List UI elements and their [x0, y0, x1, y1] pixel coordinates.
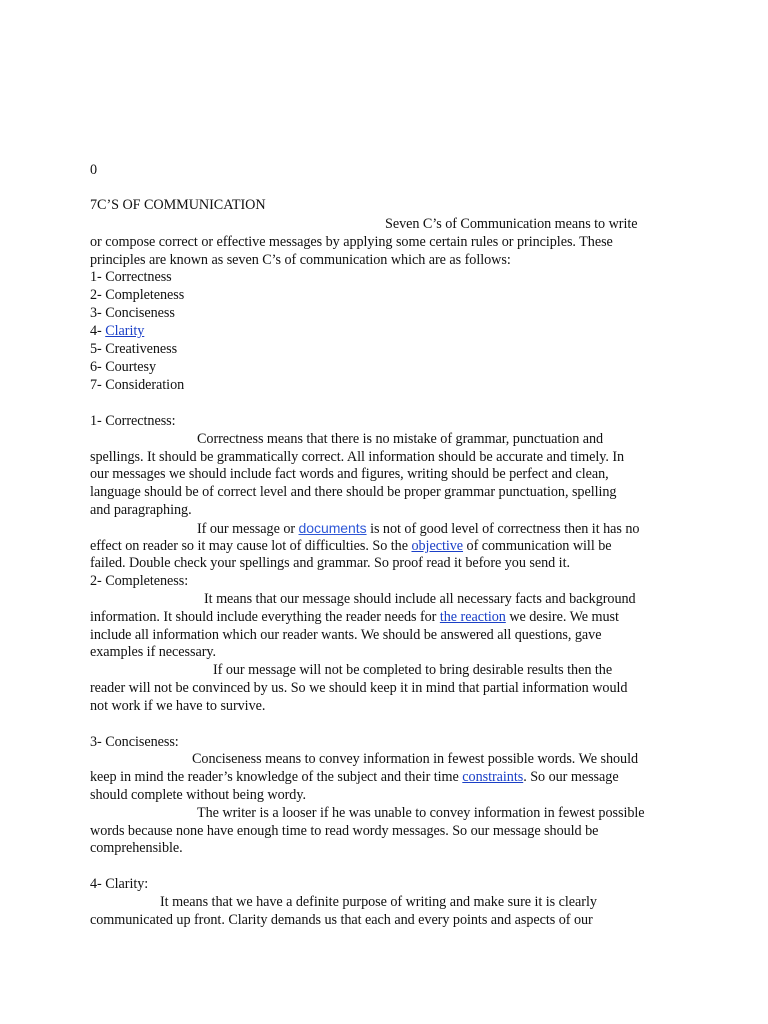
list-item: 4- Clarity	[90, 323, 145, 339]
constraints-link[interactable]: constraints	[462, 769, 524, 785]
paragraph-line: words because none have enough time to read wordy messages. So our message should be	[90, 823, 599, 839]
list-item: 6- Courtesy	[90, 359, 157, 375]
list-item: 1- Correctness	[90, 269, 172, 285]
paragraph-line: information. It should include everything the reader needs for the reaction we desire. We must	[90, 609, 619, 625]
paragraph-line: keep in mind the reader’s knowledge of the subject and their time constraints. So our message	[90, 769, 619, 785]
paragraph-line: spellings. It should be grammatically correct. All information should be accurate and timely. In	[90, 449, 625, 465]
documents-link[interactable]: documents	[298, 520, 367, 536]
section-heading-conciseness: 3- Conciseness:	[90, 734, 179, 750]
paragraph-line: not work if we have to survive.	[90, 698, 266, 714]
clarity-link[interactable]: Clarity	[105, 323, 145, 339]
paragraph-line: Correctness means that there is no mistake of grammar, punctuation and	[197, 431, 604, 447]
paragraph-line: It means that we have a definite purpose of writing and make sure it is clearly	[160, 894, 597, 910]
list-item: 7- Consideration	[90, 377, 185, 393]
list-item: 5- Creativeness	[90, 341, 178, 357]
paragraph-line: effect on reader so it may cause lot of difficulties. So the objective of communication will be	[90, 538, 612, 554]
paragraph-line: our messages we should include fact words and figures, writing should be perfect and clean,	[90, 466, 609, 482]
intro-line: principles are known as seven C’s of communication which are as follows:	[90, 252, 511, 268]
section-heading-correctness: 1- Correctness:	[90, 413, 176, 429]
intro-line: Seven C’s of Communication means to write	[385, 216, 638, 232]
paragraph-line: should complete without being wordy.	[90, 787, 306, 803]
paragraph-line: The writer is a looser if he was unable to convey information in fewest possible	[197, 805, 645, 821]
section-heading-completeness: 2- Completeness:	[90, 573, 189, 589]
list-item: 2- Completeness	[90, 287, 185, 303]
paragraph-line: language should be of correct level and there should be proper grammar punctuation, spelling	[90, 484, 617, 500]
intro-line: or compose correct or effective messages by applying some certain rules or principles. These	[90, 234, 613, 250]
paragraph-line: It means that our message should include all necessary facts and background	[204, 591, 636, 607]
paragraph-line: communicated up front. Clarity demands us that each and every points and aspects of our	[90, 912, 593, 928]
paragraph-line: reader will not be convinced by us. So we should keep it in mind that partial information would	[90, 680, 628, 696]
document-title: 7C’S OF COMMUNICATION	[90, 197, 266, 213]
list-item: 3- Conciseness	[90, 305, 175, 321]
paragraph-line: and paragraphing.	[90, 502, 192, 518]
paragraph-line: examples if necessary.	[90, 644, 217, 660]
paragraph-line: If our message or documents is not of good level of correctness then it has no	[197, 520, 640, 537]
paragraph-line: comprehensible.	[90, 840, 183, 856]
paragraph-line: failed. Double check your spellings and grammar. So proof read it before you send it.	[90, 555, 570, 571]
paragraph-line: include all information which our reader wants. We should be answered all questions, gave	[90, 627, 602, 643]
page-number: 0	[90, 162, 98, 178]
objective-link[interactable]: objective	[411, 538, 464, 554]
paragraph-line: Conciseness means to convey information in fewest possible words. We should	[192, 751, 639, 767]
the-reaction-link[interactable]: the reaction	[439, 609, 506, 625]
paragraph-line: If our message will not be completed to bring desirable results then the	[213, 662, 613, 678]
section-heading-clarity: 4- Clarity:	[90, 876, 149, 892]
